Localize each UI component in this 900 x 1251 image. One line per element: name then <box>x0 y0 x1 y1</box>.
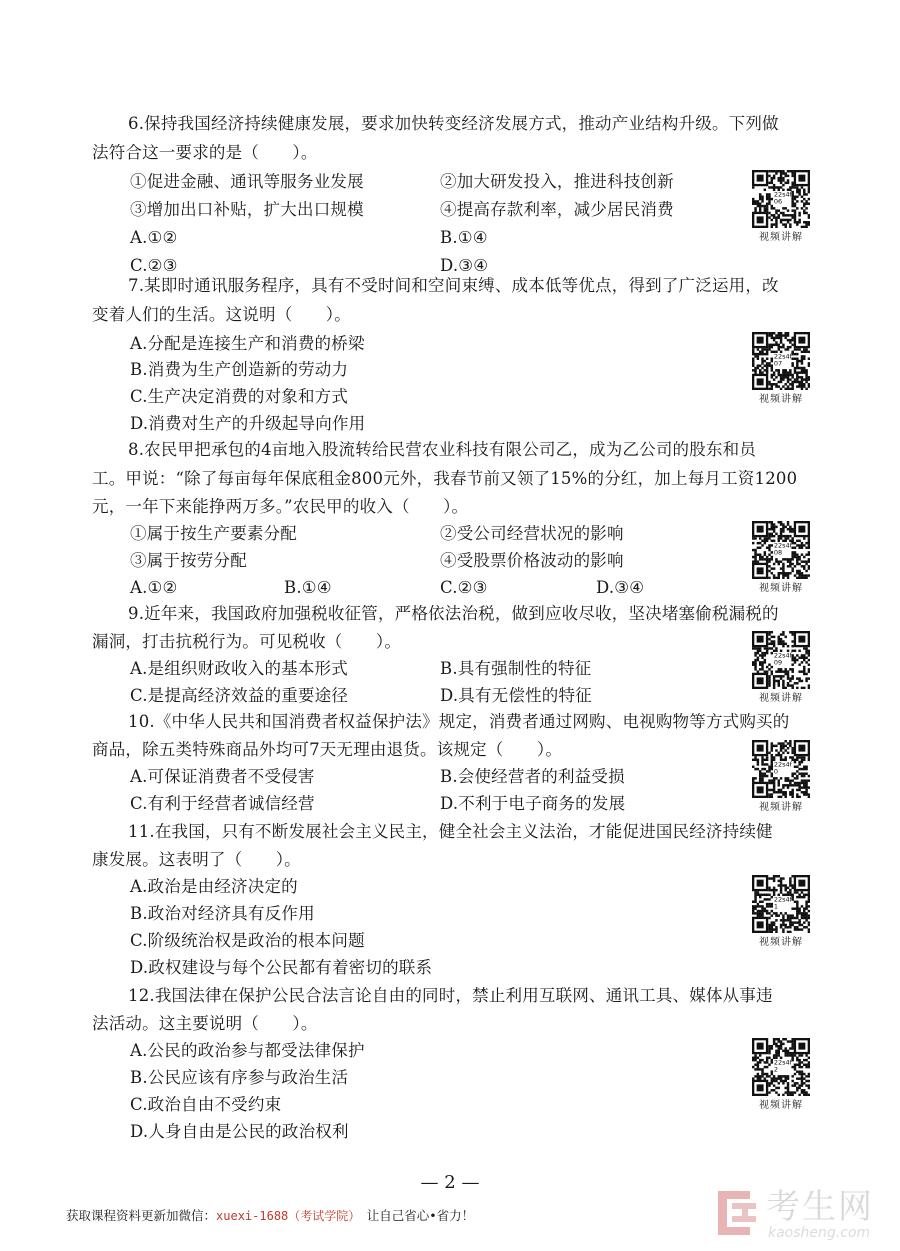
statement-item: ③增加出口补贴，扩大出口规模 <box>130 200 364 219</box>
answer-option: B.消费为生产创造新的劳动力 <box>130 360 349 379</box>
qr-code-icon <box>752 170 810 228</box>
question-stem: 6.保持我国经济持续健康发展，要求加快转变经济发展方式，推动产业结构升级。下列做 <box>128 114 779 133</box>
answer-option: A.政治是由经济决定的 <box>130 877 298 896</box>
question-stem: 工。甲说：“除了每亩每年保底租金800元外，我春节前又领了15%的分红，加上每月工资1200 <box>92 469 798 488</box>
answer-option: B.公民应该有序参与政治生活 <box>130 1068 349 1087</box>
question-stem: 漏洞，打击抗税行为。可见税收（ ）。 <box>92 632 402 651</box>
qr-code-text: 22s4f <box>773 760 792 769</box>
qr-code-icon <box>752 521 810 579</box>
answer-option: A.公民的政治参与都受法律保护 <box>130 1041 365 1060</box>
qr-code-text: 22s4f <box>773 352 792 361</box>
statement-item: ①属于按生产要素分配 <box>130 524 297 543</box>
video-qr-code[interactable] <box>752 1038 810 1112</box>
video-qr-code[interactable] <box>752 521 810 595</box>
video-qr-code[interactable] <box>752 332 810 406</box>
question-stem: 法活动。这主要说明（ ）。 <box>92 1014 318 1033</box>
qr-code-icon <box>752 740 810 798</box>
qr-label: 视频讲解 <box>759 1100 803 1111</box>
qr-code-icon <box>752 875 810 933</box>
answer-option: C.政治自由不受约束 <box>130 1095 282 1114</box>
qr-code-text: 09 <box>773 658 783 667</box>
qr-code-text: 07 <box>773 359 783 368</box>
statement-item: ③属于按劳分配 <box>130 551 247 570</box>
answer-option: B.政治对经济具有反作用 <box>130 904 315 923</box>
answer-option: B.①④ <box>440 228 488 247</box>
video-qr-code[interactable] <box>752 631 810 705</box>
answer-option: C.②③ <box>440 578 488 597</box>
qr-code-icon <box>752 1038 810 1096</box>
qr-code-text: 1 <box>773 902 779 911</box>
question-stem: 12.我国法律在保护公民合法言论自由的同时，禁止利用互联网、通讯工具、媒体从事违 <box>128 986 773 1005</box>
statement-item: ②加大研发投入，推进科技创新 <box>440 172 674 191</box>
qr-code-text: 22s4f <box>773 651 792 660</box>
qr-label: 视频讲解 <box>759 583 803 594</box>
qr-label: 视频讲解 <box>759 802 803 813</box>
page-number: — 2 — <box>420 1172 480 1193</box>
logo-mark-icon <box>716 1189 760 1237</box>
answer-option: B.具有强制性的特征 <box>440 659 592 678</box>
answer-option: D.人身自由是公民的政治权利 <box>130 1122 349 1141</box>
question-stem: 商品，除五类特殊商品外均可7天无理由退货。该规定（ ）。 <box>92 740 563 759</box>
answer-option: D.具有无偿性的特征 <box>440 686 592 705</box>
question-stem: 法符合这一要求的是（ ）。 <box>92 143 318 162</box>
statement-item: ④提高存款利率，减少居民消费 <box>440 200 674 219</box>
question-stem: 元，一年下来能挣两万多。”农民甲的收入（ ）。 <box>92 497 469 516</box>
question-stem: 10.《中华人民共和国消费者权益保护法》规定，消费者通过网购、电视购物等方式购买的 <box>128 712 790 731</box>
logo-name: 考生网 <box>766 1187 874 1227</box>
question-stem: 11.在我国，只有不断发展社会主义民主，健全社会主义法治，才能促进国民经济持续健 <box>128 822 773 841</box>
question-stem: 康发展。这表明了（ ）。 <box>92 850 301 869</box>
answer-option: C.生产决定消费的对象和方式 <box>130 387 349 406</box>
answer-option: D.③④ <box>440 256 489 275</box>
answer-option: A.分配是连接生产和消费的桥梁 <box>130 334 365 353</box>
answer-option: D.消费对生产的升级起导向作用 <box>130 414 366 433</box>
qr-code-text: 22s4f <box>773 1058 792 1067</box>
qr-label: 视频讲解 <box>759 937 803 948</box>
question-stem: 9.近年来，我国政府加强税收征管，严格依法治税，做到应收尽收，坚决堵塞偷税漏税的 <box>128 604 779 623</box>
question-stem: 8.农民甲把承包的4亩地入股流转给民营农业科技有限公司乙，成为乙公司的股东和员 <box>128 440 757 459</box>
answer-option: D.不利于电子商务的发展 <box>440 794 626 813</box>
question-stem: 变着人们的生活。这说明（ ）。 <box>92 305 351 324</box>
qr-code-text: 22s4f <box>773 190 792 199</box>
answer-option: C.是提高经济效益的重要途径 <box>130 686 349 705</box>
footer-wechat: xuexi-1688（考试学院） <box>216 1209 355 1223</box>
answer-option: A.可保证消费者不受侵害 <box>130 767 315 786</box>
statement-item: ①促进金融、通讯等服务业发展 <box>130 172 364 191</box>
answer-option: C.有利于经营者诚信经营 <box>130 794 315 813</box>
question-stem: 7.某即时通讯服务程序，具有不受时间和空间束缚、成本低等优点，得到了广泛运用，改 <box>128 276 779 295</box>
answer-option: A.是组织财政收入的基本形式 <box>130 659 348 678</box>
site-logo <box>716 1187 886 1243</box>
logo-domain: kaosheng.com <box>768 1225 871 1241</box>
qr-code-text: 2 <box>773 1065 779 1074</box>
qr-label: 视频讲解 <box>759 693 803 704</box>
answer-option: D.政权建设与每个公民都有着密切的联系 <box>130 958 433 977</box>
statement-item: ②受公司经营状况的影响 <box>440 524 624 543</box>
footer-notice <box>66 1205 474 1227</box>
qr-label: 视频讲解 <box>759 394 803 405</box>
video-qr-code[interactable] <box>752 875 810 949</box>
answer-option: A.①② <box>130 228 178 247</box>
qr-code-text: 0 <box>773 767 779 776</box>
footer-suffix: 让自己省心•省力！ <box>354 1208 475 1223</box>
answer-option: B.①④ <box>284 578 332 597</box>
qr-code-icon <box>752 332 810 390</box>
answer-option: C.阶级统治权是政治的根本问题 <box>130 931 365 950</box>
video-qr-code[interactable] <box>752 170 810 244</box>
answer-option: A.①② <box>130 578 178 597</box>
answer-option: C.②③ <box>130 256 178 275</box>
answer-option: B.会使经营者的利益受损 <box>440 767 625 786</box>
statement-item: ④受股票价格波动的影响 <box>440 551 624 570</box>
video-qr-code[interactable] <box>752 740 810 814</box>
footer-prefix: 获取课程资料更新加微信： <box>66 1208 217 1223</box>
qr-code-text: 06 <box>773 197 783 206</box>
qr-label: 视频讲解 <box>759 232 803 243</box>
qr-code-text: 08 <box>773 548 783 557</box>
qr-code-text: 22s4f <box>773 541 792 550</box>
answer-option: D.③④ <box>596 578 645 597</box>
qr-code-text: 22s4f <box>773 895 792 904</box>
qr-code-icon <box>752 631 810 689</box>
